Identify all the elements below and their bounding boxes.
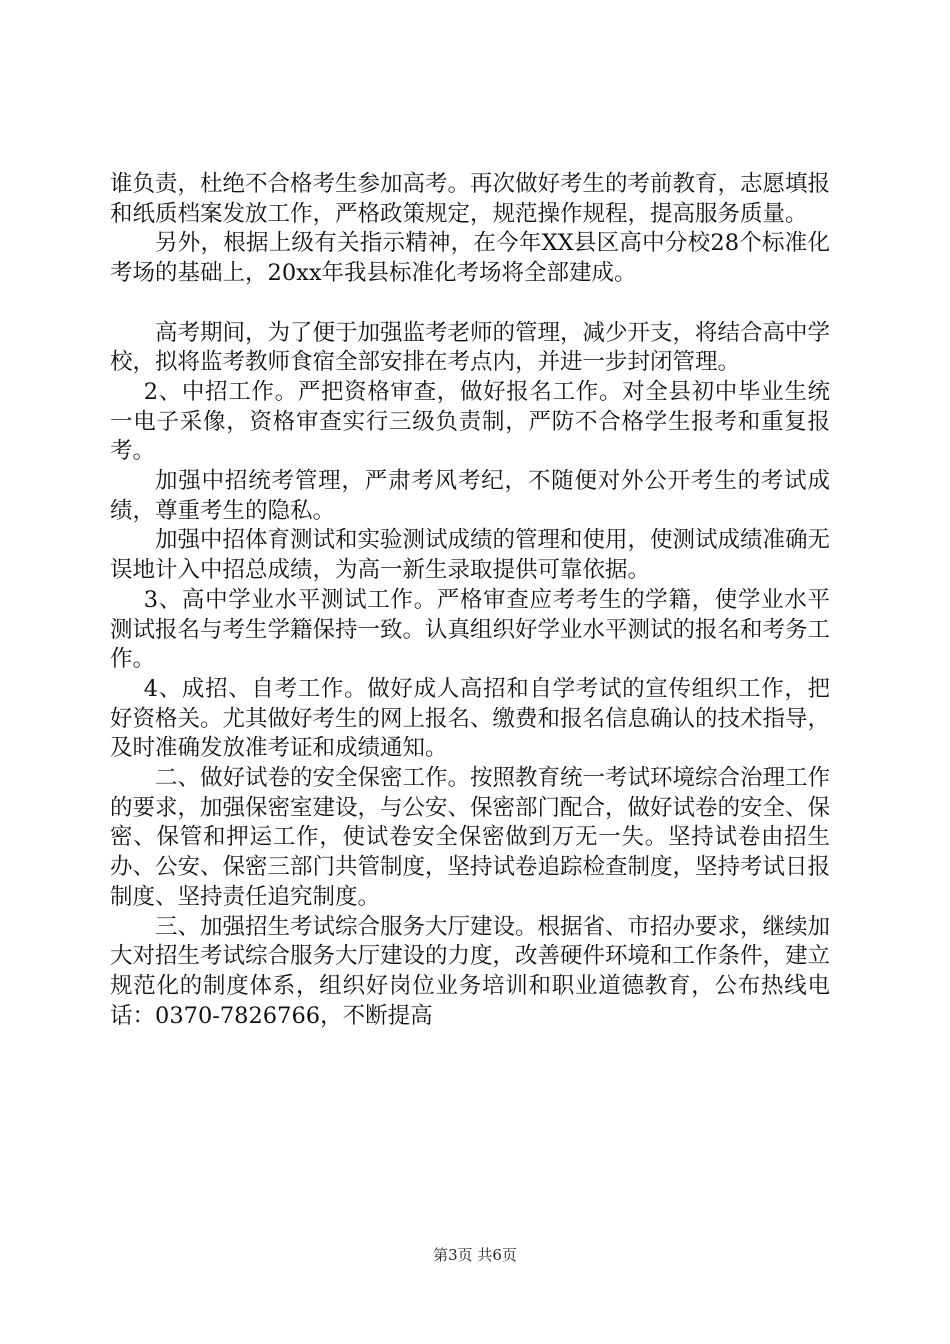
paragraph: 高考期间，为了便于加强监考老师的管理，减少开支，将结合高中学校，拟将监考教师食宿全部安排在考点内，并进一步封闭管理。	[110, 319, 831, 376]
paragraph: 加强中招体育测试和实验测试成绩的管理和使用，使测试成绩准确无误地计入中招总成绩，为高一新生录取提供可靠依据。	[110, 527, 831, 584]
document-body	[110, 170, 830, 1031]
paragraph: 3、高中学业水平测试工作。严格审查应考考生的学籍，使学业水平测试报名与考生学籍保持一致。认真组织好学业水平测试的报名和考务工作。	[110, 586, 831, 673]
paragraph: 另外，根据上级有关指示精神，在今年XX县区高中分校28个标准化考场的基础上，20xx年我县标准化考场将全部建成。	[110, 230, 830, 287]
paragraph: 谁负责，杜绝不合格考生参加高考。再次做好考生的考前教育，志愿填报和纸质档案发放工作，严格政策规定，规范操作规程，提高服务质量。	[110, 171, 831, 227]
page-number: 第3页 共6页	[433, 1246, 517, 1264]
paragraph: 三、加强招生考试综合服务大厅建设。根据省、市招办要求，继续加大对招生考试综合服务大厅建设的力度，改善硬件环境和工作条件，建立规范化的制度体系，组织好岗位业务培训和职业道德教育，公布热线电话：0370-7826766，不断提高	[110, 913, 831, 1029]
paragraph: 2、中招工作。严把资格审查，做好报名工作。对全县初中毕业生统一电子采像，资格审查实行三级负责制，严防不合格学生报考和重复报考。	[110, 378, 830, 465]
paragraph: 4、成招、自考工作。做好成人高招和自学考试的宣传组织工作，把好资格关。尤其做好考生的网上报名、缴费和报名信息确认的技术指导，及时准确发放准考证和成绩通知。	[110, 675, 831, 762]
paragraph: 二、做好试卷的安全保密工作。按照教育统一考试环境综合治理工作的要求，加强保密室建设，与公安、保密部门配合，做好试卷的安全、保密、保管和押运工作，使试卷安全保密做到万无一失。坚持试卷由招生办、公安、保密三部门共管制度，坚持试卷追踪检查制度，坚持考试日报制度、坚持责任追究制度。	[110, 765, 831, 910]
paragraph: 加强中招统考管理，严肃考风考纪，不随便对外公开考生的考试成绩，尊重考生的隐私。	[110, 468, 830, 524]
